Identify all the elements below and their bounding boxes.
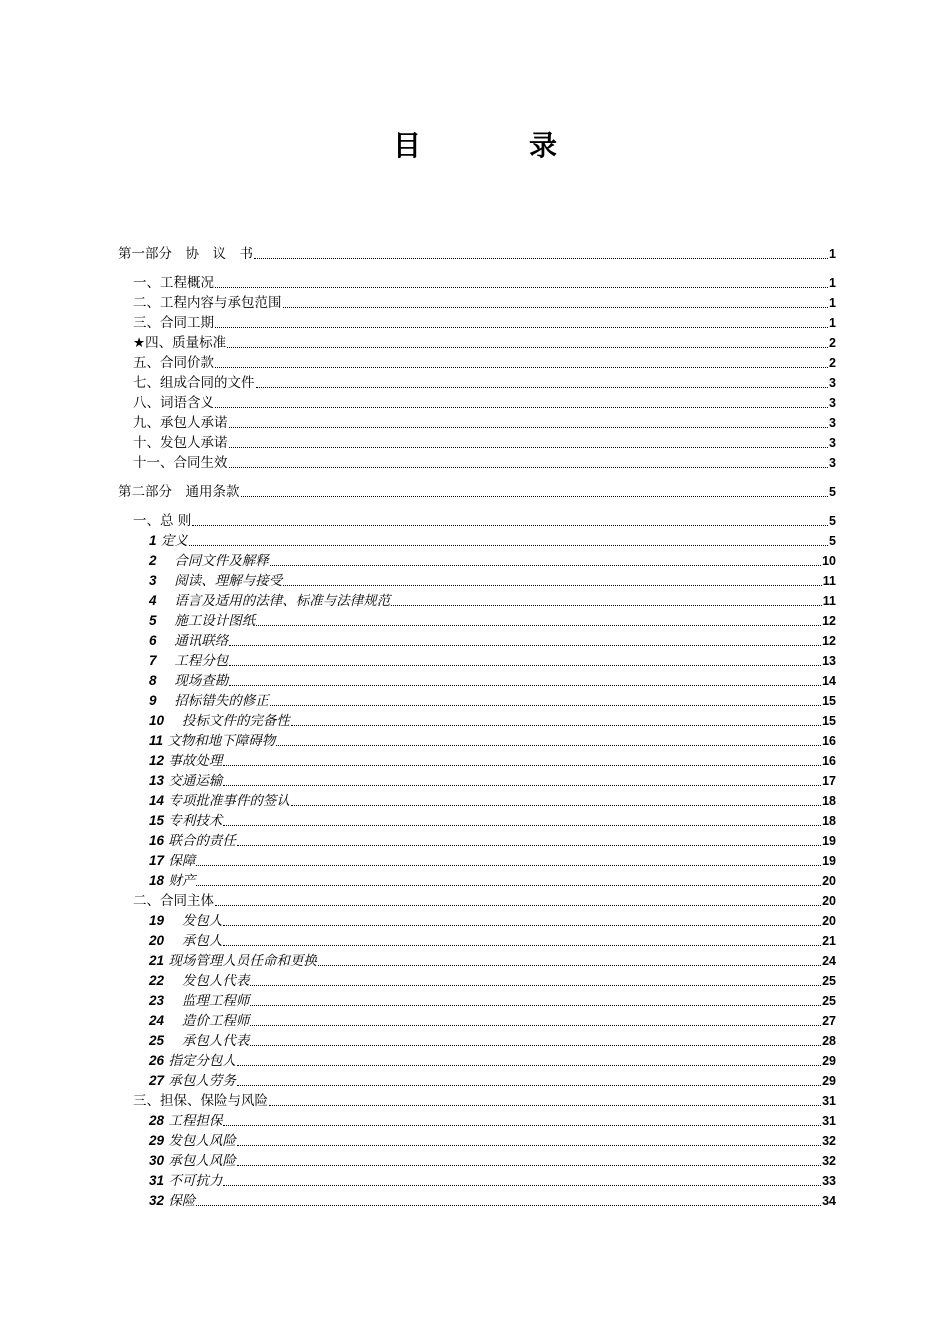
dot-leader xyxy=(250,1025,821,1026)
dot-leader xyxy=(229,447,829,448)
toc-entry-number: 4 xyxy=(149,593,157,608)
toc-entry-text: 十、发包人承诺 xyxy=(133,435,228,451)
toc-entry-number: 26 xyxy=(149,1053,165,1068)
toc-entry-page: 31 xyxy=(822,1094,836,1108)
dot-leader xyxy=(196,885,821,886)
toc-entry[interactable] xyxy=(118,1091,836,1111)
toc-entry-title xyxy=(149,851,195,871)
toc-entry[interactable] xyxy=(118,1011,836,1031)
toc-entry[interactable] xyxy=(118,771,836,791)
toc-entry-number: 12 xyxy=(149,753,165,768)
toc-entry-text: 合同文件及解释 xyxy=(160,553,269,569)
toc-entry-title xyxy=(149,571,282,591)
toc-entry-text: 专项批准事件的签认 xyxy=(168,793,290,809)
toc-entry-title xyxy=(149,1171,222,1191)
toc-entry-text: ★四、质量标准 xyxy=(133,335,227,351)
toc-entry-number: 2 xyxy=(149,553,157,568)
toc-entry[interactable] xyxy=(118,651,836,671)
toc-entry[interactable] xyxy=(118,711,836,731)
toc-entry[interactable] xyxy=(118,244,836,264)
toc-entry[interactable] xyxy=(118,691,836,711)
toc-entry[interactable] xyxy=(118,631,836,651)
toc-entry[interactable] xyxy=(118,1111,836,1131)
toc-entry-number: 1 xyxy=(149,533,157,548)
dot-leader xyxy=(256,387,829,388)
toc-entry-page: 25 xyxy=(822,974,836,988)
toc-entry-page: 1 xyxy=(829,276,836,290)
toc-entry[interactable] xyxy=(118,393,836,413)
toc-entry[interactable] xyxy=(118,731,836,751)
toc-entry-text: 七、组成合同的文件 xyxy=(133,375,255,391)
toc-entry-page: 5 xyxy=(829,485,836,499)
toc-entry[interactable] xyxy=(118,1171,836,1191)
toc-entry-title xyxy=(149,1151,236,1171)
dot-leader xyxy=(237,1145,821,1146)
dot-leader xyxy=(215,327,828,328)
toc-entry-page: 2 xyxy=(829,356,836,370)
dot-leader xyxy=(215,367,828,368)
toc-entry[interactable] xyxy=(118,1191,836,1211)
toc-entry[interactable] xyxy=(118,333,836,353)
toc-entry-text: 一、总 则 xyxy=(133,513,192,529)
toc-entry-title xyxy=(149,831,236,851)
toc-entry[interactable] xyxy=(118,1031,836,1051)
toc-entry-title xyxy=(149,671,228,691)
toc-entry-number: 7 xyxy=(149,653,157,668)
toc-entry-page: 10 xyxy=(822,554,836,568)
toc-entry-number: 20 xyxy=(149,933,165,948)
toc-entry-text: 五、合同价款 xyxy=(133,355,214,371)
toc-entry-number: 21 xyxy=(149,953,165,968)
toc-entry-page: 11 xyxy=(822,594,836,608)
toc-entry-title xyxy=(133,313,214,333)
toc-entry-number: 3 xyxy=(149,573,157,588)
toc-entry-number: 17 xyxy=(149,853,165,868)
dot-leader xyxy=(283,307,829,308)
toc-entry-page: 3 xyxy=(829,376,836,390)
toc-entry-title xyxy=(149,1051,236,1071)
toc-entry-title xyxy=(149,531,188,551)
dot-leader xyxy=(270,565,821,566)
dot-leader xyxy=(241,496,829,497)
toc-entry-text: 不可抗力 xyxy=(168,1173,223,1189)
toc-entry-title xyxy=(133,333,226,353)
toc-entry[interactable] xyxy=(118,511,836,531)
toc-entry-text: 招标错失的修正 xyxy=(160,693,269,709)
toc-entry-page: 20 xyxy=(822,914,836,928)
toc-entry[interactable] xyxy=(118,433,836,453)
toc-entry-text: 十一、合同生效 xyxy=(133,455,228,471)
dot-leader xyxy=(229,467,829,468)
toc-entry[interactable] xyxy=(118,671,836,691)
toc-entry-title xyxy=(149,1071,236,1091)
dot-leader xyxy=(229,685,821,686)
toc-entry[interactable] xyxy=(118,482,836,502)
toc-entry-page: 3 xyxy=(829,456,836,470)
toc-entry-title xyxy=(149,711,290,731)
toc-entry-page: 13 xyxy=(822,654,836,668)
toc-entry-page: 29 xyxy=(822,1074,836,1088)
toc-entry-text: 交通运输 xyxy=(168,773,223,789)
toc-entry[interactable] xyxy=(118,951,836,971)
toc-entry-number: 9 xyxy=(149,693,157,708)
toc-entry-page: 3 xyxy=(829,436,836,450)
dot-leader xyxy=(237,845,821,846)
dot-leader xyxy=(223,785,821,786)
toc-entry[interactable] xyxy=(118,551,836,571)
dot-leader xyxy=(223,1125,821,1126)
toc-entry-text: 通讯联络 xyxy=(160,633,229,649)
toc-entry-number: 24 xyxy=(149,1013,165,1028)
dot-leader xyxy=(256,625,821,626)
toc-entry[interactable] xyxy=(118,911,836,931)
toc-entry-page: 12 xyxy=(822,614,836,628)
toc-entry-number: 11 xyxy=(149,733,164,748)
toc-entry-page: 5 xyxy=(829,534,836,548)
toc-entry-text: 保障 xyxy=(168,853,196,869)
toc-entry-number: 15 xyxy=(149,813,165,828)
toc-entry-text: 一、工程概况 xyxy=(133,275,214,291)
toc-entry-page: 12 xyxy=(822,634,836,648)
toc-entry-text: 工程分包 xyxy=(160,653,229,669)
toc-entry-page: 16 xyxy=(822,734,836,748)
toc-entry-title xyxy=(149,951,317,971)
toc-entry-page: 19 xyxy=(822,834,836,848)
toc-entry-title xyxy=(133,891,214,911)
toc-entry-number: 13 xyxy=(149,773,165,788)
dot-leader xyxy=(237,1065,821,1066)
toc-entry-title xyxy=(133,511,191,531)
toc-entry-page: 20 xyxy=(822,894,836,908)
dot-leader xyxy=(215,287,828,288)
toc-entry-page: 1 xyxy=(829,316,836,330)
toc-entry-page: 24 xyxy=(822,954,836,968)
toc-entry-title xyxy=(133,273,214,293)
toc-entry[interactable] xyxy=(118,811,836,831)
dot-leader xyxy=(223,945,821,946)
toc-entry-title xyxy=(118,244,253,264)
toc-entry[interactable] xyxy=(118,931,836,951)
toc-entry-title xyxy=(149,971,249,991)
toc-entry-number: 32 xyxy=(149,1193,165,1208)
toc-entry-text: 承包人劳务 xyxy=(168,1073,236,1089)
page-title: 目 录 xyxy=(392,129,597,162)
toc-entry[interactable] xyxy=(118,591,836,611)
dot-leader xyxy=(223,925,821,926)
dot-leader xyxy=(196,1205,821,1206)
toc-entry-page: 2 xyxy=(829,336,836,350)
toc-entry-number: 23 xyxy=(149,993,165,1008)
toc-entry-title xyxy=(118,482,240,502)
toc-entry-title xyxy=(149,651,228,671)
toc-entry-title xyxy=(149,1131,236,1151)
toc-entry[interactable] xyxy=(118,1051,836,1071)
toc-entry-title xyxy=(133,413,228,433)
toc-entry-page: 31 xyxy=(822,1114,836,1128)
dot-leader xyxy=(192,525,828,526)
toc-entry[interactable] xyxy=(118,313,836,333)
toc-entry[interactable] xyxy=(118,571,836,591)
dot-leader xyxy=(391,605,821,606)
toc-entry-title xyxy=(149,1111,222,1131)
toc-entry[interactable] xyxy=(118,791,836,811)
toc-entry-number: 30 xyxy=(149,1153,165,1168)
toc-entry-text: 三、担保、保险与风险 xyxy=(133,1093,268,1109)
toc-entry-page: 32 xyxy=(822,1134,836,1148)
toc-entry-page: 3 xyxy=(829,416,836,430)
toc-entry[interactable] xyxy=(118,891,836,911)
toc-entry-title xyxy=(133,453,228,473)
dot-leader xyxy=(223,1185,821,1186)
toc-entry-title xyxy=(149,591,390,611)
toc-entry-page: 15 xyxy=(822,714,836,728)
toc-entry-text: 第一部分 协 议 书 xyxy=(118,246,253,262)
toc-entry-text: 造价工程师 xyxy=(168,1013,250,1029)
toc-entry-title xyxy=(133,353,214,373)
toc-entry-title xyxy=(149,691,269,711)
toc-entry[interactable] xyxy=(118,531,836,551)
toc-entry[interactable] xyxy=(118,273,836,293)
toc-entry-page: 5 xyxy=(829,514,836,528)
toc-entry[interactable] xyxy=(118,353,836,373)
toc-entry-number: 31 xyxy=(149,1173,165,1188)
toc-entry-page: 18 xyxy=(822,814,836,828)
toc-entry-text: 二、合同主体 xyxy=(133,893,214,909)
dot-leader xyxy=(229,665,821,666)
toc-entry[interactable] xyxy=(118,1131,836,1151)
toc-entry-title xyxy=(149,811,222,831)
toc-entry-number: 18 xyxy=(149,873,165,888)
toc-entry-number: 8 xyxy=(149,673,157,688)
toc-entry-text: 二、工程内容与承包范围 xyxy=(133,295,282,311)
toc-entry-title xyxy=(149,1191,195,1211)
toc-entry-number: 14 xyxy=(149,793,165,808)
toc-entry-page: 18 xyxy=(822,794,836,808)
toc-entry-text: 九、承包人承诺 xyxy=(133,415,228,431)
toc-entry[interactable] xyxy=(118,453,836,473)
toc-entry-title xyxy=(133,373,255,393)
toc-entry-title xyxy=(149,611,255,631)
toc-entry-page: 3 xyxy=(829,396,836,410)
dot-leader xyxy=(283,585,821,586)
toc-entry-text: 事故处理 xyxy=(168,753,223,769)
dot-leader xyxy=(223,825,821,826)
toc-entry[interactable] xyxy=(118,991,836,1011)
toc-entry[interactable] xyxy=(118,831,836,851)
toc-entry-page: 33 xyxy=(822,1174,836,1188)
dot-leader xyxy=(318,965,821,966)
toc-entry-title xyxy=(149,1031,249,1051)
toc-entry[interactable] xyxy=(118,293,836,313)
toc-entry-text: 监理工程师 xyxy=(168,993,250,1009)
toc-entry-title xyxy=(133,393,214,413)
dot-leader xyxy=(196,865,821,866)
toc-entry-title xyxy=(149,1011,249,1031)
toc-entry-number: 29 xyxy=(149,1133,165,1148)
toc-entry-text: 承包人 xyxy=(168,933,223,949)
toc-entry[interactable] xyxy=(118,851,836,871)
toc-entry-title xyxy=(149,791,290,811)
toc-entry-page: 16 xyxy=(822,754,836,768)
dot-leader xyxy=(250,1005,821,1006)
toc-entry-page: 29 xyxy=(822,1054,836,1068)
dot-leader xyxy=(269,1105,821,1106)
dot-leader xyxy=(270,705,821,706)
toc-entry-number: 6 xyxy=(149,633,157,648)
toc-entry-number: 25 xyxy=(149,1033,165,1048)
toc-entry-text: 八、词语含义 xyxy=(133,395,214,411)
dot-leader xyxy=(250,985,821,986)
toc-entry-title xyxy=(149,931,222,951)
toc-entry-title xyxy=(149,731,275,751)
toc-entry[interactable] xyxy=(118,373,836,393)
dot-leader xyxy=(227,347,828,348)
dot-leader xyxy=(276,745,821,746)
toc-entry-number: 10 xyxy=(149,713,165,728)
toc-entry-text: 指定分包人 xyxy=(168,1053,236,1069)
dot-leader xyxy=(250,1045,821,1046)
toc-entry-text: 第二部分 通用条款 xyxy=(118,484,240,500)
toc-entry[interactable] xyxy=(118,413,836,433)
toc-entry-number: 19 xyxy=(149,913,165,928)
dot-leader xyxy=(229,427,829,428)
toc-entry-title xyxy=(149,751,222,771)
toc-entry[interactable] xyxy=(118,1151,836,1171)
dot-leader xyxy=(223,765,821,766)
toc-entry-text: 发包人风险 xyxy=(168,1133,236,1149)
toc-entry-text: 现场管理人员任命和更换 xyxy=(168,953,317,969)
toc-entry-page: 21 xyxy=(822,934,836,948)
toc-entry-title xyxy=(149,631,228,651)
toc-entry-page: 27 xyxy=(822,1014,836,1028)
toc-entry-page: 25 xyxy=(822,994,836,1008)
toc-entry-page: 11 xyxy=(822,574,836,588)
toc-entry-title xyxy=(133,293,282,313)
toc-entry-number: 28 xyxy=(149,1113,165,1128)
toc-entry-text: 发包人代表 xyxy=(168,973,250,989)
toc-entry-page: 32 xyxy=(822,1154,836,1168)
toc-entry-text: 定义 xyxy=(160,533,188,549)
toc-entry-page: 19 xyxy=(822,854,836,868)
toc-entry-text: 承包人风险 xyxy=(168,1153,236,1169)
toc-entry-title xyxy=(133,433,228,453)
dot-leader xyxy=(291,725,821,726)
toc-entry-page: 1 xyxy=(829,247,836,261)
toc-entry-text: 专利技术 xyxy=(168,813,223,829)
toc-entry-text: 财产 xyxy=(168,873,196,889)
toc-entry-number: 16 xyxy=(149,833,165,848)
dot-leader xyxy=(189,545,828,546)
dot-leader xyxy=(215,905,821,906)
toc-entry-text: 阅读、理解与接受 xyxy=(160,573,283,589)
toc-entry-title xyxy=(149,771,222,791)
toc-entry-text: 三、合同工期 xyxy=(133,315,214,331)
toc-entry-text: 文物和地下障碍物 xyxy=(167,733,276,749)
toc-entry-page: 1 xyxy=(829,296,836,310)
toc-entry-page: 14 xyxy=(822,674,836,688)
toc-entry[interactable] xyxy=(118,871,836,891)
toc-entry-number: 5 xyxy=(149,613,157,628)
dot-leader xyxy=(237,1165,821,1166)
toc-entry-text: 工程担保 xyxy=(168,1113,223,1129)
toc-entry-page: 17 xyxy=(822,774,836,788)
toc-entry[interactable] xyxy=(118,751,836,771)
dot-leader xyxy=(229,645,821,646)
toc-entry[interactable] xyxy=(118,971,836,991)
toc-entry-number: 27 xyxy=(149,1073,165,1088)
table-of-contents xyxy=(118,244,836,1211)
toc-entry-text: 承包人代表 xyxy=(168,1033,250,1049)
toc-entry-title xyxy=(133,1091,268,1111)
toc-entry-title xyxy=(149,551,269,571)
toc-entry-text: 施工设计图纸 xyxy=(160,613,256,629)
dot-leader xyxy=(291,805,821,806)
toc-entry-text: 现场查勘 xyxy=(160,673,229,689)
toc-entry-text: 发包人 xyxy=(168,913,223,929)
toc-entry-text: 保险 xyxy=(168,1193,196,1209)
toc-entry-title xyxy=(149,911,222,931)
toc-entry[interactable] xyxy=(118,611,836,631)
dot-leader xyxy=(237,1085,821,1086)
toc-entry-text: 联合的责任 xyxy=(168,833,236,849)
toc-entry-page: 15 xyxy=(822,694,836,708)
toc-entry-page: 28 xyxy=(822,1034,836,1048)
dot-leader xyxy=(254,258,828,259)
toc-entry-title xyxy=(149,871,195,891)
toc-entry[interactable] xyxy=(118,1071,836,1091)
toc-entry-page: 20 xyxy=(822,874,836,888)
toc-entry-page: 34 xyxy=(822,1194,836,1208)
dot-leader xyxy=(215,407,828,408)
toc-entry-title xyxy=(149,991,249,1011)
toc-entry-text: 语言及适用的法律、标准与法律规范 xyxy=(160,593,391,609)
toc-entry-text: 投标文件的完备性 xyxy=(168,713,290,729)
toc-entry-number: 22 xyxy=(149,973,165,988)
